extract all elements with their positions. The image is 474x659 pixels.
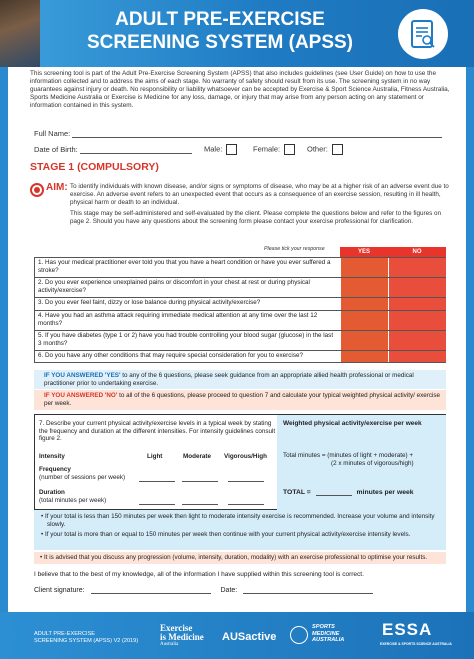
clipboard-document-icon — [398, 9, 448, 59]
frequency-sublabel: (number of sessions per week) — [39, 474, 126, 481]
right-border-band — [466, 67, 474, 612]
duration-vigorous-field[interactable] — [228, 504, 264, 505]
target-icon — [30, 183, 44, 197]
question-7-panel — [34, 414, 446, 510]
header-photo — [0, 0, 40, 67]
aim-text — [70, 183, 450, 229]
other-label: Other: — [307, 144, 328, 154]
no-checkbox[interactable] — [388, 351, 446, 362]
frequency-moderate-field[interactable] — [182, 481, 218, 482]
sma-line-3: AUSTRALIA — [312, 637, 345, 643]
bullet-text: If your total is more than or equal to 150 minutes per week then continue with your current physical activity/exercise intensity levels. — [44, 531, 411, 538]
aim-paragraph-2: This stage may be self-administered and self-evaluated by the client. Please complete the questions below and refer to the figures on page 2. Should you have any questions about the screening form please contact your exercise professional for clarification. — [70, 210, 442, 225]
aim-label: AIM: — [46, 182, 68, 193]
weighted-activity-title: Weighted physical activity/exercise per week — [283, 420, 422, 427]
title-line-2: SCREENING SYSTEM (APSS) — [86, 32, 354, 53]
advice-note: • It is advised that you discuss any progression (volume, intensity, duration, modality) with an exercise professional to optimise your results. — [34, 552, 446, 564]
exercise-is-medicine-logo — [160, 624, 204, 648]
question-text: 2. Do you ever experience unexplained pains or discomfort in your chest at rest or during physical activity/exercise? — [34, 278, 340, 297]
total-formula — [283, 452, 443, 468]
no-answer-guidance — [34, 390, 446, 410]
full-name-field[interactable] — [72, 130, 442, 138]
question-text: 3. Do you ever feel faint, dizzy or lose balance during physical activity/exercise? — [34, 298, 340, 310]
question-text: 6. Do you have any other conditions that may require special consideration for you to exercise? — [34, 351, 340, 362]
document-version-text: SCREENING SYSTEM (APSS) V2 (2019) — [34, 638, 139, 644]
sma-line-1: SPORTS — [312, 624, 335, 630]
no-checkbox[interactable] — [388, 298, 446, 310]
question-row — [34, 330, 446, 350]
yes-answer-lead: IF YOU ANSWERED 'YES' — [44, 372, 121, 379]
intensity-header: Intensity — [39, 453, 65, 460]
male-row — [204, 144, 237, 155]
light-header: Light — [147, 453, 163, 460]
yes-column-header: YES — [340, 247, 388, 257]
eim-line-2: is Medicine — [160, 632, 204, 642]
yes-answer-text: to any of the 6 questions, please seek guidance from an appropriate allied health professional or medical practitioner prior to undertaking exercise. — [44, 372, 414, 387]
yes-checkbox[interactable] — [340, 351, 388, 362]
sma-line-2: MEDICINE — [312, 630, 340, 637]
question-row — [34, 277, 446, 297]
declaration-text: I believe that to the best of my knowledge, all of the information I have supplied within this screening tool is correct. — [34, 571, 364, 578]
page-title — [60, 8, 380, 54]
question-text: 4. Have you had an asthma attack requiring immediate medical attention at any time over the last 12 months? — [34, 311, 340, 330]
female-checkbox[interactable] — [284, 144, 295, 155]
tick-note: Please tick your response — [264, 246, 325, 252]
yes-checkbox[interactable] — [340, 331, 388, 350]
total-minutes-field[interactable] — [316, 488, 352, 496]
duration-label: Duration — [39, 489, 65, 496]
signature-label: Client signature: — [34, 587, 85, 594]
footer-banner — [0, 612, 474, 659]
formula-line-1: Total minutes = (minutes of light + moderate) + — [283, 452, 414, 459]
duration-moderate-field[interactable] — [182, 504, 218, 505]
yes-checkbox[interactable] — [340, 298, 388, 310]
no-checkbox[interactable] — [388, 311, 446, 330]
question-row — [34, 297, 446, 310]
document-name: ADULT PRE-EXERCISE — [34, 631, 96, 637]
date-field[interactable] — [243, 586, 373, 594]
no-answer-text: to all of the 6 questions, please proceed to question 7 and calculate your typical weighted physical activity/ exercise per week. — [44, 392, 441, 407]
list-item: • If your total is less than 150 minutes per week then light to moderate intensity exercise is recommended. Increase your volume and intensity slowly. — [41, 513, 435, 528]
male-label: Male: — [204, 144, 223, 154]
list-item: • If your total is more than or equal to 150 minutes per week then continue with your current physical activity/exercise intensity levels. — [41, 531, 411, 538]
questions-table — [34, 257, 446, 363]
total-label: TOTAL = — [283, 489, 311, 496]
date-label: Date: — [220, 587, 238, 594]
frequency-label: Frequency — [39, 466, 71, 473]
intro-disclaimer: This screening tool is part of the Adult Pre-Exercise Screening System (APSS) that also includes guidelines (see User Guide) on how to use the information collected and to address the aims of each stage. No warranty of safety should result from its use. The screening system in no way guarantees against injury or death. No responsibility or liability whatsoever can be accepted by Exercise & Sport Science Australia, Fitness Australia, Sports Medicine Australia or Exercise is Medicine for any loss, damage, or injury that may arise from any person acting on any statement or information contained in this system. — [30, 70, 450, 109]
duration-light-field[interactable] — [139, 504, 175, 505]
weighted-activity-panel — [277, 415, 446, 510]
male-checkbox[interactable] — [226, 144, 237, 155]
dob-field[interactable] — [80, 146, 192, 154]
question-text: 5. If you have diabetes (type 1 or 2) have you had trouble controlling your blood sugar (glucose) in the last 3 months? — [34, 331, 340, 350]
dob-label: Date of Birth: — [34, 145, 78, 154]
no-column-header: NO — [388, 247, 446, 257]
yes-checkbox[interactable] — [340, 258, 388, 277]
female-row — [253, 144, 295, 155]
female-label: Female: — [253, 144, 281, 154]
header-banner — [0, 0, 474, 67]
document-version — [34, 631, 138, 645]
full-name-row — [34, 129, 442, 138]
full-name-label: Full Name: — [34, 129, 71, 138]
eim-line-1: Exercise — [160, 623, 193, 633]
essa-text: ESSA — [382, 620, 433, 639]
aim-paragraph-1: To identify individuals with known disease, and/or signs or symptoms of disease, who may be at a higher risk of an adverse event due to exercise. An adverse event refers to an unexpected event that occurs as a consequence of an exercise session, resulting in ill health, physical harm or death to an individual. — [70, 183, 449, 206]
frequency-vigorous-field[interactable] — [228, 481, 264, 482]
question-7-text: 7. Describe your current physical activity/exercise levels in a typical week by stating the frequency and duration at the different intensities. For intensity guidelines consult figure 2. — [39, 420, 276, 442]
formula-line-2: (2 x minutes of vigorous/high) — [331, 460, 414, 467]
dob-row — [34, 145, 192, 154]
signature-row — [34, 586, 373, 594]
frequency-light-field[interactable] — [139, 481, 175, 482]
total-row — [283, 488, 414, 496]
other-row — [307, 144, 343, 155]
stage-1-title: STAGE 1 (COMPULSORY) — [30, 161, 159, 173]
sma-logo — [312, 624, 344, 644]
ausactive-text: AUSactive — [222, 631, 277, 643]
yes-checkbox[interactable] — [340, 278, 388, 297]
yes-answer-guidance — [34, 370, 446, 389]
question-row — [34, 257, 446, 277]
no-checkbox[interactable] — [388, 258, 446, 277]
title-line-1: ADULT PRE-EXERCISE — [115, 9, 325, 30]
sma-emblem-icon — [290, 626, 308, 644]
bullet-text: If your total is less than 150 minutes per week then light to moderate intensity exercise is recommended. Increase your volume and intensity slowly. — [44, 513, 435, 528]
question-text: 1. Has your medical practitioner ever told you that you have a heart condition or have you ever suffered a stroke? — [34, 258, 340, 277]
no-checkbox[interactable] — [388, 278, 446, 297]
total-unit: minutes per week — [356, 489, 414, 496]
moderate-header: Moderate — [183, 453, 211, 460]
other-checkbox[interactable] — [332, 144, 343, 155]
essa-subtitle: EXERCISE & SPORTS SCIENCE AUSTRALIA — [380, 642, 452, 646]
eim-line-3: Australia — [160, 642, 179, 647]
duration-sublabel: (total minutes per week) — [39, 497, 107, 504]
no-answer-lead: IF YOU ANSWERED 'NO' — [44, 392, 118, 399]
yes-checkbox[interactable] — [340, 311, 388, 330]
advice-text: It is advised that you discuss any progression (volume, intensity, duration, modality) with an exercise professional to optimise your results. — [43, 554, 428, 561]
question-row — [34, 350, 446, 363]
no-checkbox[interactable] — [388, 331, 446, 350]
question-row — [34, 310, 446, 330]
left-border-band — [0, 67, 8, 612]
vigorous-header: Vigorous/High — [224, 453, 267, 460]
ausactive-logo — [222, 631, 276, 643]
recommendation-bullets — [34, 510, 446, 550]
signature-field[interactable] — [91, 586, 211, 594]
essa-logo — [382, 620, 432, 640]
